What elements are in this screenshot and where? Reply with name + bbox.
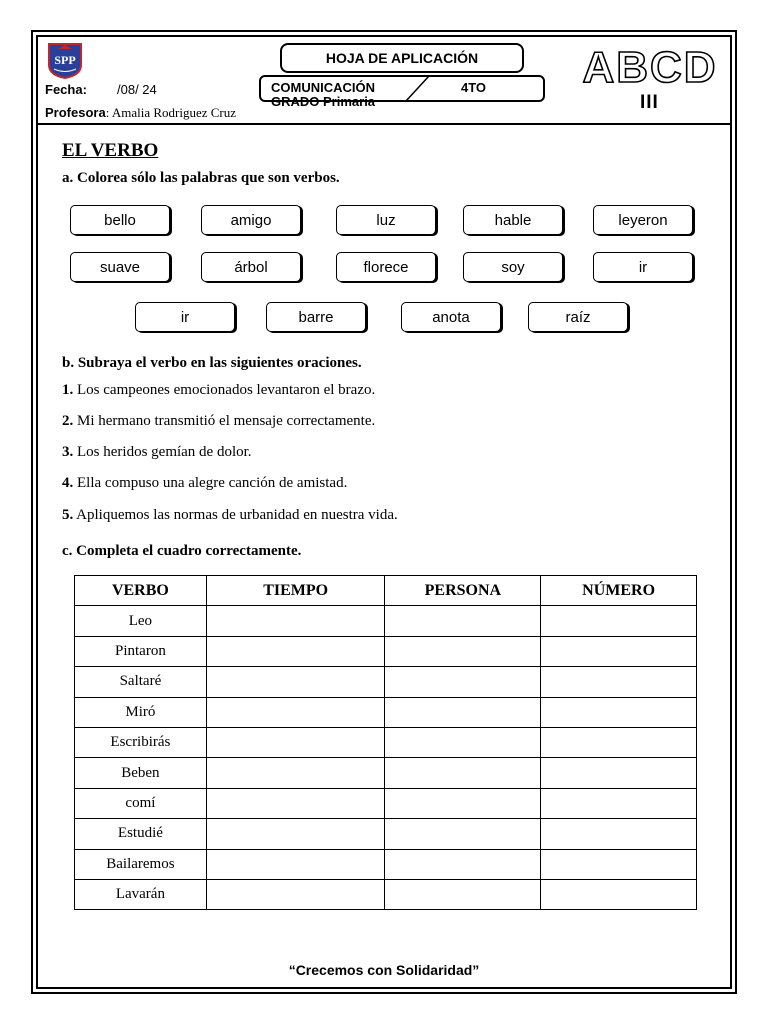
- word-box[interactable]: hable: [463, 205, 563, 235]
- answer-cell[interactable]: [206, 697, 385, 727]
- column-header-persona: PERSONA: [385, 576, 541, 606]
- footer-motto: “Crecemos con Solidaridad”: [288, 962, 480, 978]
- verb-cell: Pintaron: [75, 636, 207, 666]
- sentence-number: 1.: [62, 382, 74, 398]
- answer-cell[interactable]: [385, 667, 541, 697]
- verb-cell: Miró: [75, 697, 207, 727]
- sentence-text: Ella compuso una alegre canción de amistad.: [73, 475, 348, 491]
- teacher-name: : Amalia Rodriguez Cruz: [105, 105, 237, 120]
- table-row: [75, 788, 697, 818]
- logo-text: SPP: [54, 53, 76, 67]
- sentence-text: Los campeones emocionados levantaron el brazo.: [73, 382, 376, 398]
- answer-cell[interactable]: [206, 667, 385, 697]
- column-header-numero: NÚMERO: [541, 576, 697, 606]
- word-box[interactable]: barre: [266, 302, 366, 332]
- grade-value: 4TO: [461, 80, 487, 95]
- header-divider: [36, 123, 732, 125]
- column-header-verbo: VERBO: [75, 576, 207, 606]
- answer-cell[interactable]: [206, 788, 385, 818]
- sentence-number: 5.: [62, 507, 74, 523]
- table-row: [75, 727, 697, 757]
- date-label: Fecha:: [45, 82, 87, 97]
- verb-cell: Escribirás: [75, 727, 207, 757]
- sentence[interactable]: [62, 507, 398, 524]
- answer-cell[interactable]: [541, 849, 697, 879]
- answer-cell[interactable]: [541, 819, 697, 849]
- answer-cell[interactable]: [385, 788, 541, 818]
- teacher-line: [45, 105, 236, 121]
- answer-cell[interactable]: [206, 758, 385, 788]
- answer-cell[interactable]: [385, 697, 541, 727]
- table-row: [75, 879, 697, 909]
- table-header-row: [75, 576, 697, 606]
- table-row: [75, 758, 697, 788]
- sentence-number: 2.: [62, 413, 74, 429]
- word-box[interactable]: amigo: [201, 205, 301, 235]
- answer-cell[interactable]: [541, 636, 697, 666]
- answer-cell[interactable]: [541, 879, 697, 909]
- part-b-instruction: b. Subraya el verbo en las siguientes oraciones.: [62, 355, 362, 371]
- verb-cell: comí: [75, 788, 207, 818]
- answer-cell[interactable]: [385, 758, 541, 788]
- answer-cell[interactable]: [385, 606, 541, 636]
- answer-cell[interactable]: [206, 636, 385, 666]
- answer-cell[interactable]: [541, 606, 697, 636]
- verb-table: [74, 575, 697, 910]
- subject-divider: [382, 75, 432, 102]
- word-box[interactable]: florece: [336, 252, 436, 282]
- answer-cell[interactable]: [385, 819, 541, 849]
- sentence-text: Mi hermano transmitió el mensaje correctamente.: [73, 413, 376, 429]
- answer-cell[interactable]: [541, 727, 697, 757]
- table-row: [75, 636, 697, 666]
- verb-cell: Bailaremos: [75, 849, 207, 879]
- word-box[interactable]: suave: [70, 252, 170, 282]
- verb-cell: Lavarán: [75, 879, 207, 909]
- word-box[interactable]: ir: [593, 252, 693, 282]
- verb-cell: Beben: [75, 758, 207, 788]
- table-row: [75, 697, 697, 727]
- answer-cell[interactable]: [541, 667, 697, 697]
- word-box[interactable]: luz: [336, 205, 436, 235]
- table-row: [75, 606, 697, 636]
- part-a-instruction: a. Colorea sólo las palabras que son verbos.: [62, 170, 340, 186]
- answer-cell[interactable]: [541, 697, 697, 727]
- sentence[interactable]: [62, 475, 347, 492]
- word-box[interactable]: raíz: [528, 302, 628, 332]
- verb-cell: Leo: [75, 606, 207, 636]
- abcd-text: ABCD: [582, 44, 718, 90]
- sentence-text: Apliquemos las normas de urbanidad en nuestra vida.: [73, 507, 398, 523]
- answer-cell[interactable]: [385, 727, 541, 757]
- answer-cell[interactable]: [385, 849, 541, 879]
- sentence[interactable]: [62, 382, 375, 399]
- answer-cell[interactable]: [385, 636, 541, 666]
- date-value: /08/ 24: [117, 82, 157, 97]
- answer-cell[interactable]: [206, 879, 385, 909]
- grade-line: GRADO Primaria: [271, 94, 376, 109]
- sentence[interactable]: [62, 444, 252, 461]
- answer-cell[interactable]: [541, 788, 697, 818]
- answer-cell[interactable]: [206, 606, 385, 636]
- verb-cell: Saltaré: [75, 667, 207, 697]
- sentence-text: Los heridos gemían de dolor.: [73, 444, 252, 460]
- word-box[interactable]: soy: [463, 252, 563, 282]
- school-logo-icon: [46, 41, 84, 79]
- table-row: [75, 819, 697, 849]
- worksheet-title: HOJA DE APLICACIÓN: [280, 43, 524, 73]
- subject-name: COMUNICACIÓN: [271, 80, 375, 95]
- answer-cell[interactable]: [206, 819, 385, 849]
- section-title: EL VERBO: [62, 140, 159, 161]
- word-box[interactable]: ir: [135, 302, 235, 332]
- abcd-decoration: [574, 44, 726, 90]
- word-box[interactable]: bello: [70, 205, 170, 235]
- answer-cell[interactable]: [541, 758, 697, 788]
- verb-cell: Estudié: [75, 819, 207, 849]
- table-row: [75, 849, 697, 879]
- word-box[interactable]: leyeron: [593, 205, 693, 235]
- word-box[interactable]: anota: [401, 302, 501, 332]
- part-c-instruction: c. Completa el cuadro correctamente.: [62, 543, 302, 559]
- period-number: III: [640, 92, 659, 113]
- sentence-number: 4.: [62, 475, 74, 491]
- answer-cell[interactable]: [385, 879, 541, 909]
- sentence-number: 3.: [62, 444, 74, 460]
- teacher-label: Profesora: [45, 105, 106, 120]
- answer-cell[interactable]: [206, 849, 385, 879]
- answer-cell[interactable]: [206, 727, 385, 757]
- word-box[interactable]: árbol: [201, 252, 301, 282]
- column-header-tiempo: TIEMPO: [206, 576, 385, 606]
- sentence[interactable]: [62, 413, 375, 430]
- table-row: [75, 667, 697, 697]
